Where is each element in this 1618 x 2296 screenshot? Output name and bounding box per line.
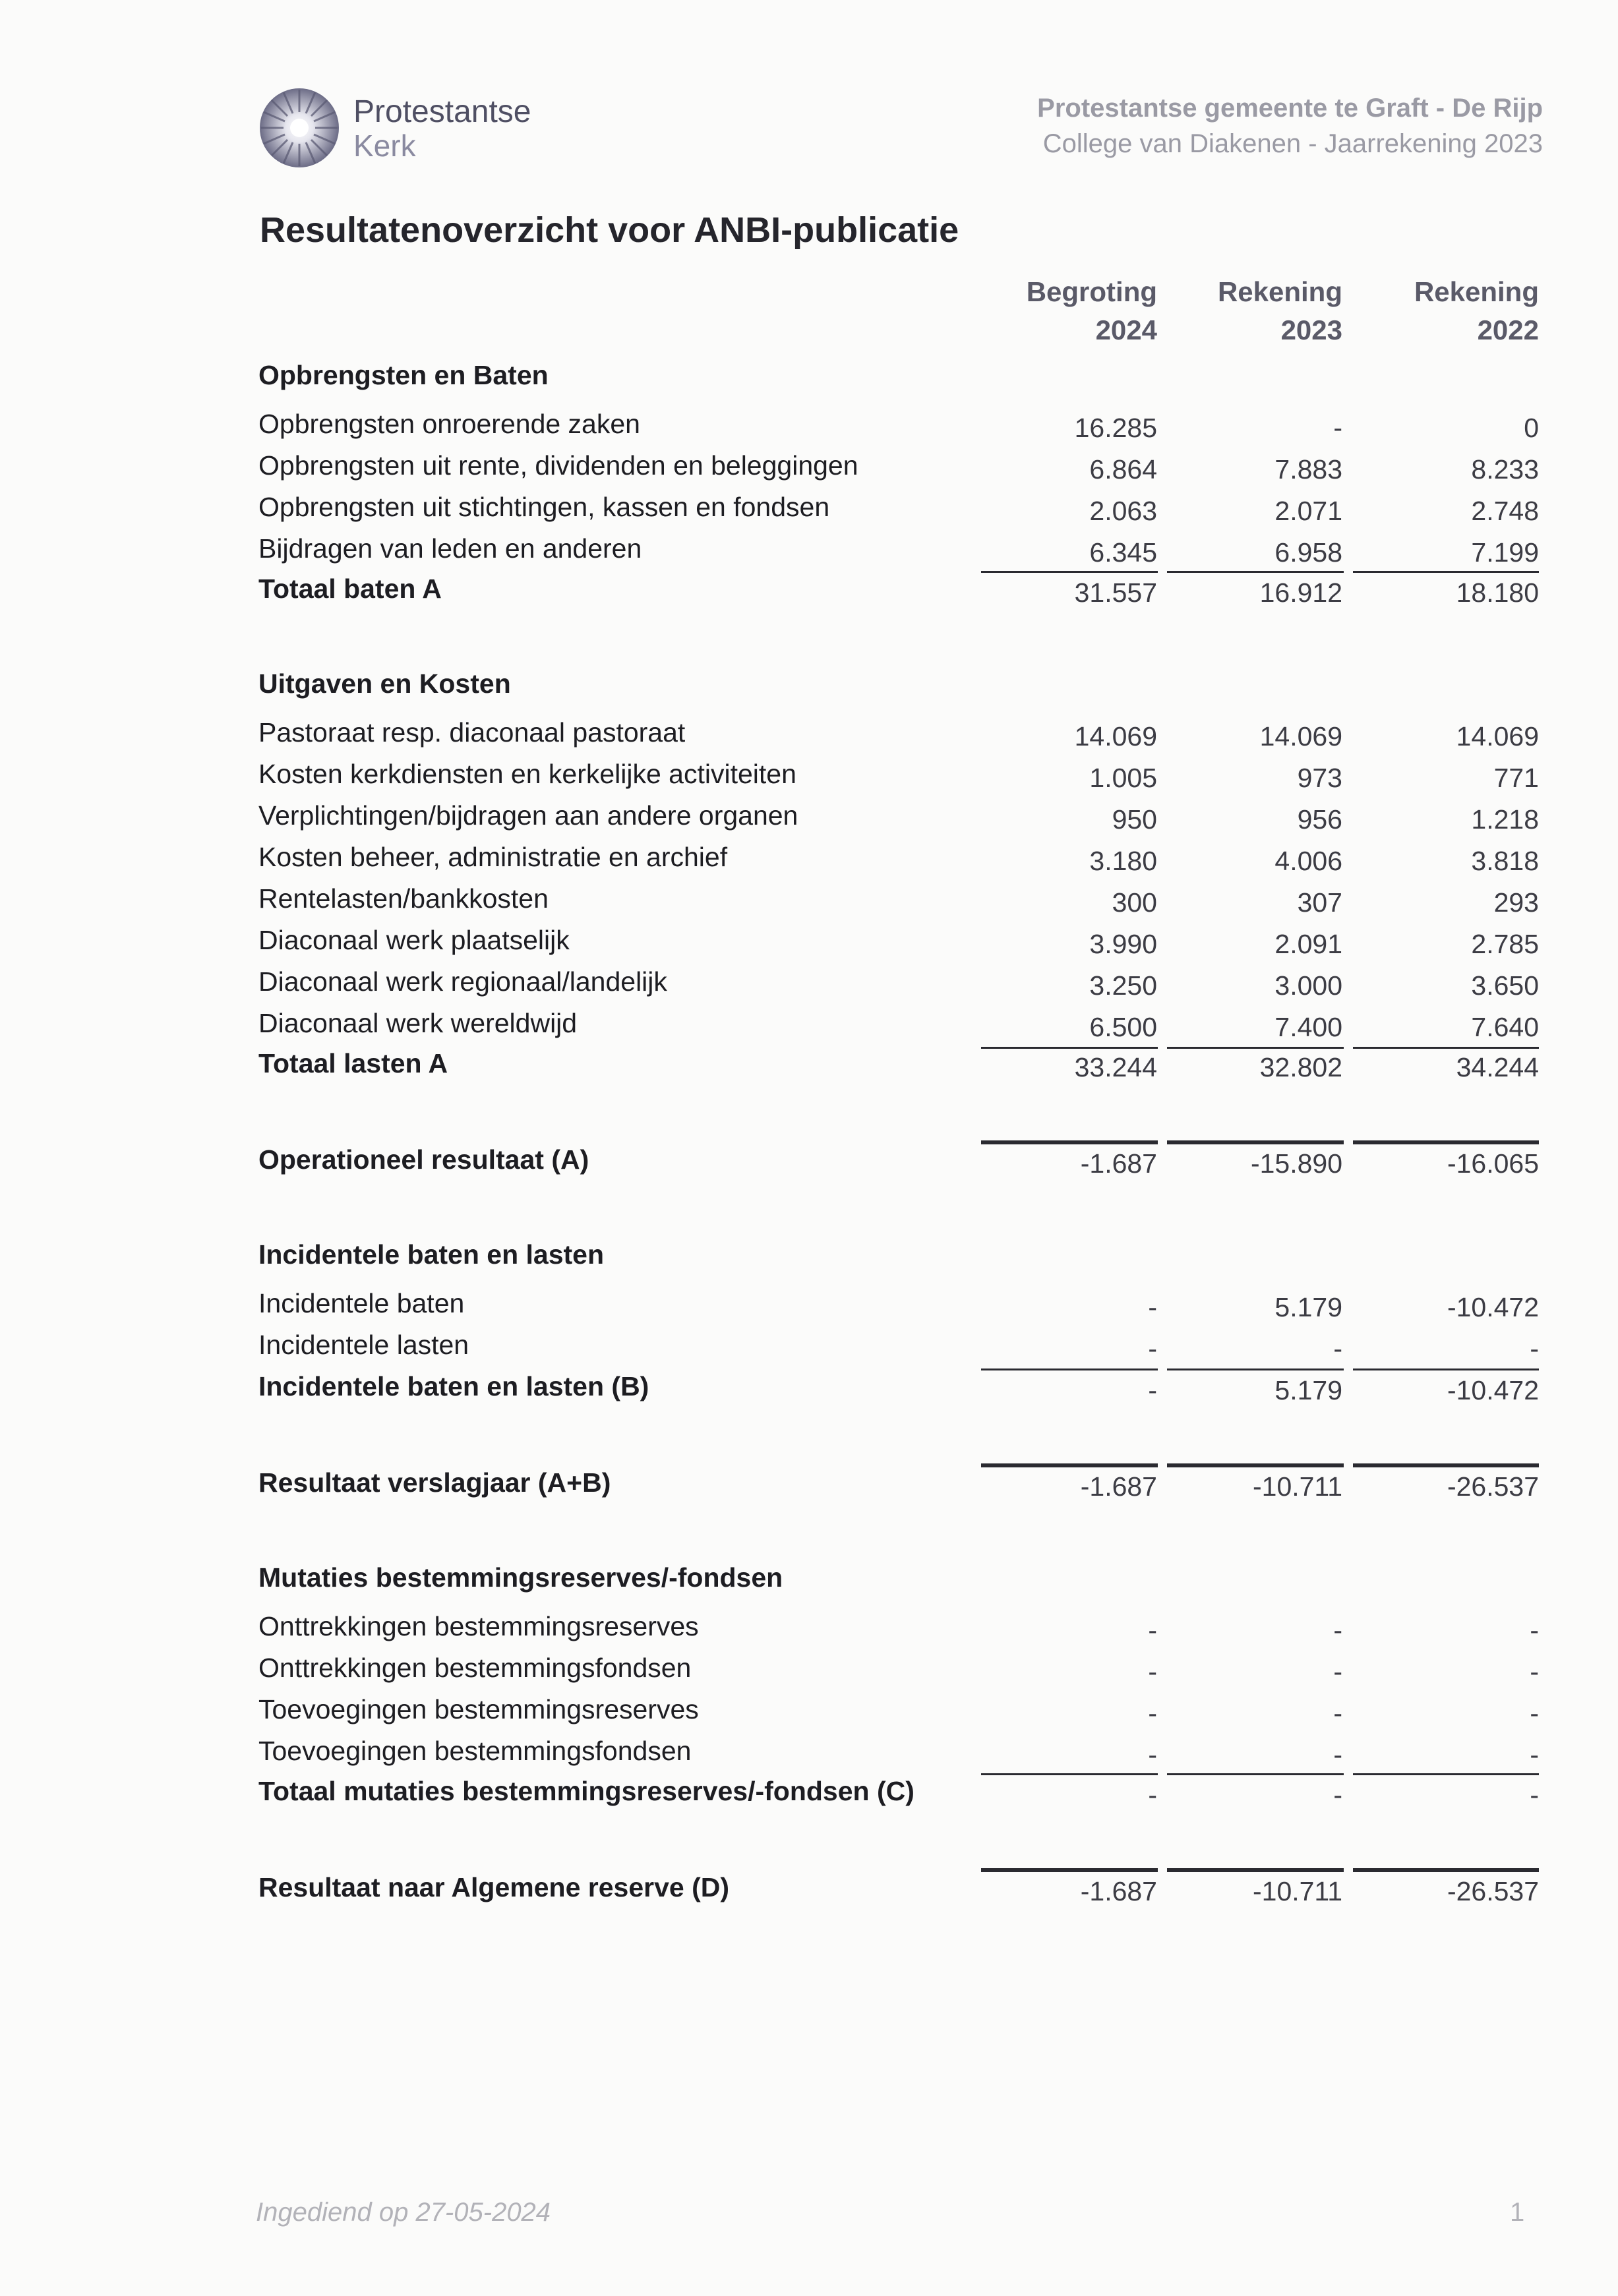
row-value: - [1333, 1615, 1342, 1645]
row-label: Opbrengsten en Baten [258, 360, 549, 390]
row-label: Incidentele baten en lasten (B) [258, 1371, 649, 1401]
logo-text-kerk: Kerk [353, 129, 416, 163]
table-row [0, 1234, 1618, 1275]
row-value: 31.557 [1074, 577, 1157, 608]
table-row [0, 1139, 1618, 1180]
row-label: Opbrengsten uit stichtingen, kassen en fondsen [258, 492, 830, 522]
row-value: -10.472 [1447, 1375, 1539, 1405]
table-row [0, 795, 1618, 836]
row-value: 956 [1297, 804, 1342, 835]
row-value: - [1333, 413, 1342, 443]
table-row [0, 486, 1618, 527]
row-value: -1.687 [1080, 1876, 1157, 1906]
row-value: 300 [1112, 887, 1157, 918]
row-value: - [1148, 1698, 1157, 1728]
row-value: 7.883 [1274, 454, 1342, 485]
table-row [0, 712, 1618, 753]
row-value: 293 [1493, 887, 1539, 918]
row-value: - [1148, 1375, 1157, 1405]
row-value: - [1333, 1740, 1342, 1770]
row-label: Kosten kerkdiensten en kerkelijke activiteiten [258, 759, 796, 789]
row-value: - [1333, 1780, 1342, 1810]
row-value: - [1333, 1657, 1342, 1687]
row-value: 7.400 [1274, 1012, 1342, 1042]
row-value: 7.199 [1471, 537, 1539, 568]
row-label: Toevoegingen bestemmingsfondsen [258, 1736, 692, 1766]
row-label: Operationeel resultaat (A) [258, 1144, 589, 1175]
row-value: -26.537 [1447, 1876, 1539, 1906]
table-row [0, 1730, 1618, 1771]
row-value: - [1530, 1780, 1539, 1810]
row-value: - [1530, 1740, 1539, 1770]
row-label: Onttrekkingen bestemmingsfondsen [258, 1653, 692, 1683]
row-value: 16.912 [1259, 577, 1342, 608]
row-value: 14.069 [1074, 721, 1157, 751]
row-label: Kosten beheer, administratie en archief [258, 842, 728, 872]
row-value: 2.785 [1471, 929, 1539, 959]
row-label: Incidentele lasten [258, 1330, 469, 1360]
table-row [0, 961, 1618, 1002]
row-value: 307 [1297, 887, 1342, 918]
table-row [0, 568, 1618, 609]
row-label: Diaconaal werk regionaal/landelijk [258, 966, 667, 997]
row-label: Mutaties bestemmingsreserves/-fondsen [258, 1562, 783, 1593]
row-label: Bijdragen van leden en anderen [258, 533, 642, 564]
column-header-rekening-2022: Rekening 2022 [1414, 276, 1539, 345]
rule-line [1167, 1773, 1344, 1775]
row-value: 7.640 [1471, 1012, 1539, 1042]
row-value: -1.687 [1080, 1471, 1157, 1502]
row-value: -26.537 [1447, 1471, 1539, 1502]
table-row [0, 753, 1618, 794]
church-emblem-icon [257, 86, 342, 170]
table-row [0, 1647, 1618, 1688]
page-title: Resultatenoverzicht voor ANBI-publicatie [260, 210, 959, 250]
rule-line [981, 1463, 1158, 1467]
row-value: 771 [1493, 763, 1539, 793]
row-value: 16.285 [1074, 413, 1157, 443]
row-label: Toevoegingen bestemmingsreserves [258, 1694, 699, 1724]
row-label: Resultaat naar Algemene reserve (D) [258, 1872, 729, 1902]
row-label: Uitgaven en Kosten [258, 668, 511, 699]
table-row [0, 1867, 1618, 1908]
row-value: 3.000 [1274, 970, 1342, 1001]
row-value: -10.711 [1252, 1876, 1342, 1906]
table-row [0, 663, 1618, 704]
table-row [0, 1043, 1618, 1084]
rule-line [1167, 1868, 1344, 1872]
row-value: 950 [1112, 804, 1157, 835]
row-value: -10.472 [1447, 1292, 1539, 1322]
row-value: 34.244 [1456, 1052, 1539, 1082]
row-value: 3.250 [1089, 970, 1157, 1001]
rule-line [981, 1047, 1158, 1049]
row-value: 6.864 [1089, 454, 1157, 485]
rule-line [1167, 1140, 1344, 1144]
column-header-begroting-2024: Begroting 2024 [1026, 276, 1157, 345]
row-value: 14.069 [1456, 721, 1539, 751]
row-value: - [1148, 1292, 1157, 1322]
table-row [0, 403, 1618, 444]
rule-line [1167, 1463, 1344, 1467]
row-value: 14.069 [1259, 721, 1342, 751]
table-row [0, 878, 1618, 919]
header-subtitle: College van Diakenen - Jaarrekening 2023 [1042, 129, 1543, 158]
row-label: Diaconaal werk wereldwijd [258, 1008, 578, 1038]
row-value: -1.687 [1080, 1148, 1157, 1179]
table-row [0, 1283, 1618, 1324]
row-value: -15.890 [1250, 1148, 1342, 1179]
table-row [0, 1324, 1618, 1365]
table-row [0, 837, 1618, 877]
row-value: 3.650 [1471, 970, 1539, 1001]
row-value: 1.005 [1089, 763, 1157, 793]
rule-line [1353, 1047, 1539, 1049]
row-value: 2.091 [1274, 929, 1342, 959]
row-value: - [1148, 1657, 1157, 1687]
row-value: - [1148, 1780, 1157, 1810]
row-value: 6.958 [1274, 537, 1342, 568]
table-row [0, 1689, 1618, 1730]
row-value: -10.711 [1252, 1471, 1342, 1502]
row-label: Totaal lasten A [258, 1048, 448, 1078]
row-value: 32.802 [1259, 1052, 1342, 1082]
rule-line [1353, 1369, 1539, 1370]
row-label: Onttrekkingen bestemmingsreserves [258, 1611, 699, 1641]
row-value: 0 [1524, 413, 1539, 443]
table-row [0, 528, 1618, 569]
rule-line [981, 1868, 1158, 1872]
table-row [0, 355, 1618, 396]
row-label: Opbrengsten onroerende zaken [258, 409, 640, 439]
row-value: - [1530, 1334, 1539, 1364]
row-value: - [1148, 1334, 1157, 1364]
row-value: 3.180 [1089, 846, 1157, 876]
row-value: 18.180 [1456, 577, 1539, 608]
row-label: Verplichtingen/bijdragen aan andere organen [258, 800, 798, 831]
row-label: Pastoraat resp. diaconaal pastoraat [258, 717, 686, 748]
page-number: 1 [1510, 2198, 1525, 2227]
submitted-date: Ingediend op 27-05-2024 [256, 2198, 551, 2227]
row-value: 2.071 [1274, 496, 1342, 526]
row-value: - [1148, 1740, 1157, 1770]
row-value: - [1148, 1615, 1157, 1645]
row-value: - [1333, 1334, 1342, 1364]
row-label: Opbrengsten uit rente, dividenden en beleggingen [258, 450, 858, 481]
rule-line [1353, 1463, 1539, 1467]
rule-line [1353, 1140, 1539, 1144]
row-value: 1.218 [1471, 804, 1539, 835]
row-label: Incidentele baten en lasten [258, 1239, 605, 1270]
rule-line [1167, 1369, 1344, 1370]
table-row [0, 1462, 1618, 1503]
row-label: Resultaat verslagjaar (A+B) [258, 1467, 611, 1498]
row-value: 5.179 [1274, 1375, 1342, 1405]
row-value: 2.063 [1089, 496, 1157, 526]
rule-line [981, 571, 1158, 573]
row-value: 973 [1297, 763, 1342, 793]
rule-line [1353, 1773, 1539, 1775]
row-label: Totaal baten A [258, 574, 442, 604]
table-row [0, 1606, 1618, 1647]
row-value: - [1530, 1657, 1539, 1687]
row-value: 4.006 [1274, 846, 1342, 876]
row-value: 2.748 [1471, 496, 1539, 526]
header-organization: Protestantse gemeente te Graft - De Rijp [1037, 94, 1543, 123]
row-label: Diaconaal werk plaatselijk [258, 925, 570, 955]
row-label: Totaal mutaties bestemmingsreserves/-fondsen (C) [258, 1776, 914, 1806]
row-label: Incidentele baten [258, 1288, 465, 1318]
rule-line [981, 1369, 1158, 1370]
row-value: - [1333, 1698, 1342, 1728]
table-row [0, 920, 1618, 960]
row-value: 5.179 [1274, 1292, 1342, 1322]
row-value: 6.500 [1089, 1012, 1157, 1042]
rule-line [1167, 1047, 1344, 1049]
row-value: 8.233 [1471, 454, 1539, 485]
protestantse-kerk-logo [257, 84, 600, 177]
row-value: 3.990 [1089, 929, 1157, 959]
table-row [0, 1366, 1618, 1407]
rule-line [981, 1140, 1158, 1144]
table-row [0, 445, 1618, 486]
column-header-rekening-2023: Rekening 2023 [1217, 276, 1342, 345]
row-value: - [1530, 1698, 1539, 1728]
row-value: 3.818 [1471, 846, 1539, 876]
row-value: 33.244 [1074, 1052, 1157, 1082]
table-row [0, 1771, 1618, 1811]
logo-text-protestantse: Protestantse [353, 94, 531, 129]
rule-line [1353, 571, 1539, 573]
row-value: 6.345 [1089, 537, 1157, 568]
table-row [0, 1003, 1618, 1044]
row-value: - [1530, 1615, 1539, 1645]
rule-line [1353, 1868, 1539, 1872]
row-label: Rentelasten/bankkosten [258, 883, 549, 914]
rule-line [981, 1773, 1158, 1775]
row-value: -16.065 [1447, 1148, 1539, 1179]
rule-line [1167, 571, 1344, 573]
table-row [0, 1557, 1618, 1598]
